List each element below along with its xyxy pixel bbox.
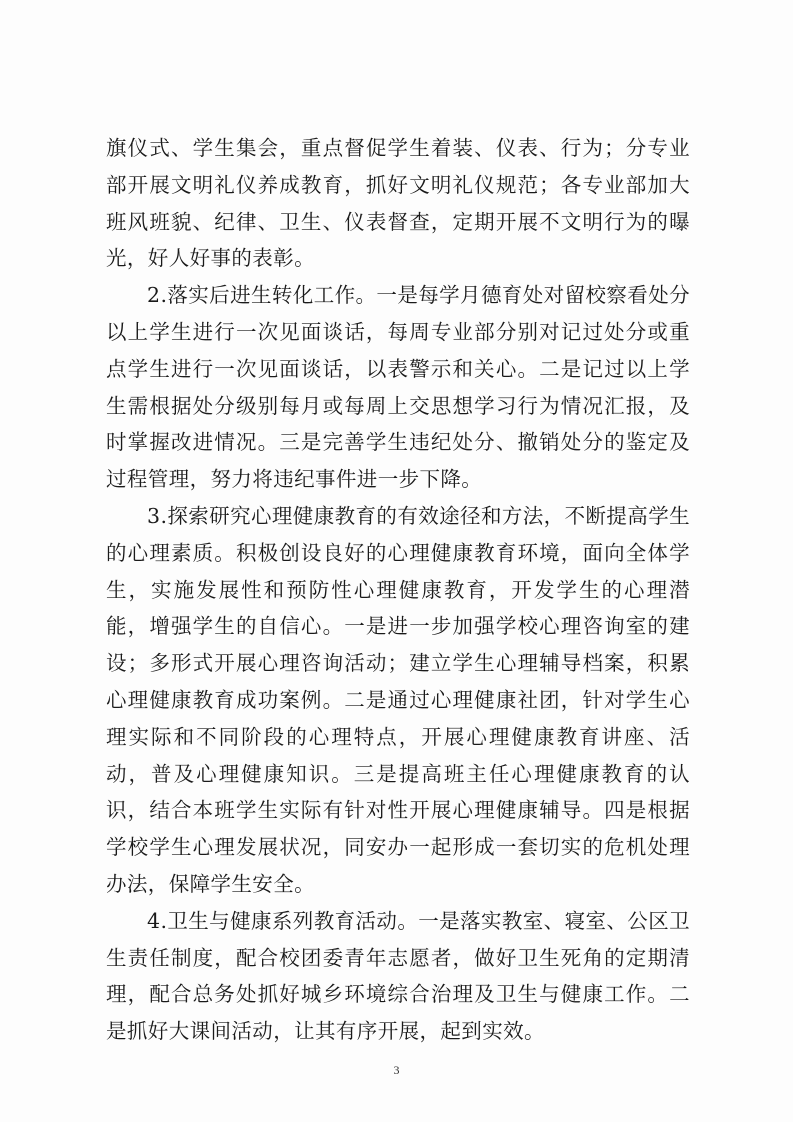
paragraph-continuation: 旗仪式、学生集会，重点督促学生着装、仪表、行为；分专业部开展文明礼仪养成教育，抓好文明礼仪规范；各专业部加大班风班貌、纪律、卫生、仪表督查，定期开展不文明行为的曝光，好人好事的表彰。 (106, 136, 690, 271)
document-body (106, 130, 690, 1050)
paragraph-item-3: 3.探索研究心理健康教育的有效途径和方法，不断提高学生的心理素质。积极创设良好的心理健康教育环境，面向全体学生，实施发展性和预防性心理健康教育，开发学生的心理潜能，增强学生的自信心。一是进一步加强学校心理咨询室的建设；多形式开展心理咨询活动；建立学生心理辅导档案，积累心理健康教育成功案例。二是通过心理健康社团，针对学生心理实际和不同阶段的心理特点，开展心理健康教育讲座、活动，普及心理健康知识。三是提高班主任心理健康教育的认识，结合本班学生实际有针对性开展心理健康辅导。四是根据学校学生心理发展状况，同安办一起形成一套切实的危机处理办法，保障学生安全。 (106, 503, 690, 896)
page-number: 3 (393, 1063, 400, 1077)
paragraph-item-2: 2.落实后进生转化工作。一是每学月德育处对留校察看处分以上学生进行一次见面谈话，每周专业部分别对记过处分或重点学生进行一次见面谈话，以表警示和关心。二是记过以上学生需根据处分级别每月或每周上交思想学习行为情况汇报，及时掌握改进情况。三是完善学生违纪处分、撤销处分的鉴定及过程管理，努力将违纪事件进一步下降。 (106, 283, 690, 492)
paragraph-item-4: 4.卫生与健康系列教育活动。一是落实教室、寝室、公区卫生责任制度，配合校团委青年志愿者，做好卫生死角的定期清理，配合总务处抓好城乡环境综合治理及卫生与健康工作。二是抓好大课间活动，让其有序开展，起到实效。 (106, 908, 690, 1044)
